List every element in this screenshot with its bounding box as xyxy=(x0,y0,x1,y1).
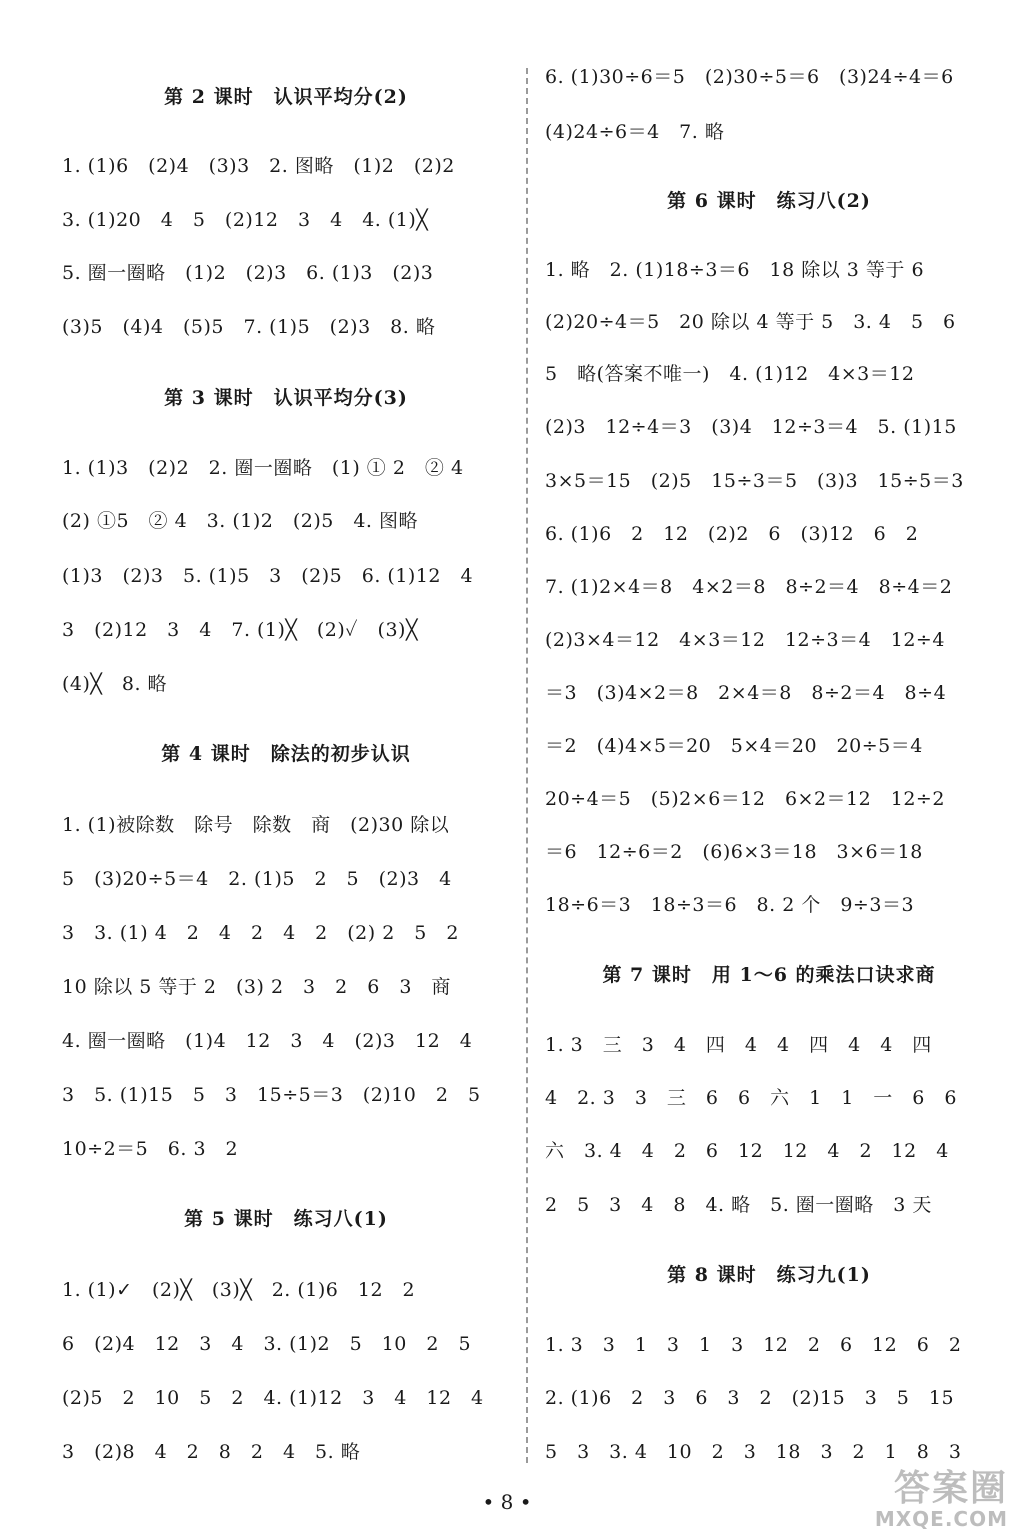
lesson-4-heading: 第 4 课时 除法的初步认识 xyxy=(161,743,411,765)
lesson-4-line-5: 4. 圈一圈略 (1)4 12 3 4 (2)3 12 4 xyxy=(62,1030,473,1052)
lesson-8-line-1: 1. 3 3 1 3 1 3 12 2 6 12 6 2 xyxy=(545,1334,962,1356)
page-number: • 8 • xyxy=(482,1490,532,1514)
lesson-6-line-6: 6. (1)6 2 12 (2)2 6 (3)12 6 2 xyxy=(545,523,919,545)
watermark-line-1: 答案圈 xyxy=(893,1468,1008,1509)
lesson-3-line-5: (4)╳ 8. 略 xyxy=(62,673,168,695)
lesson-2-line-1: 1. (1)6 (2)4 (3)3 2. 图略 (1)2 (2)2 xyxy=(62,155,455,177)
lesson-4-line-6: 3 5. (1)15 5 3 15÷5＝3 (2)10 2 5 xyxy=(62,1084,481,1106)
lesson-2-heading: 第 2 课时 认识平均分(2) xyxy=(164,86,408,108)
lesson-6-line-10: ＝2 (4)4×5＝20 5×4＝20 20÷5＝4 xyxy=(545,735,923,757)
lesson-6-line-3: 5 略(答案不唯一) 4. (1)12 4×3＝12 xyxy=(545,363,915,385)
lesson-6-line-8: (2)3×4＝12 4×3＝12 12÷3＝4 12÷4 xyxy=(545,629,945,651)
lesson-5-line-3: (2)5 2 10 5 2 4. (1)12 3 4 12 4 xyxy=(62,1387,484,1409)
lesson-4-line-2: 5 (3)20÷5＝4 2. (1)5 2 5 (2)3 4 xyxy=(62,868,452,890)
lesson-6-line-11: 20÷4＝5 (5)2×6＝12 6×2＝12 12÷2 xyxy=(545,788,945,810)
lesson-6-line-7: 7. (1)2×4＝8 4×2＝8 8÷2＝4 8÷4＝2 xyxy=(545,576,953,598)
lesson-5-heading: 第 5 课时 练习八(1) xyxy=(184,1208,388,1230)
lesson-5-line-4: 3 (2)8 4 2 8 2 4 5. 略 xyxy=(62,1441,361,1463)
lesson-4-line-3: 3 3. (1) 4 2 4 2 4 2 (2) 2 5 2 xyxy=(62,922,459,944)
lesson-5-line-2: 6 (2)4 12 3 4 3. (1)2 5 10 2 5 xyxy=(62,1333,472,1355)
lesson-5-line-1: 1. (1)✓ (2)╳ (3)╳ 2. (1)6 12 2 xyxy=(62,1279,416,1301)
lesson-3-line-3: (1)3 (2)3 5. (1)5 3 (2)5 6. (1)12 4 xyxy=(62,565,474,587)
lesson-4-line-7: 10÷2＝5 6. 3 2 xyxy=(62,1138,239,1160)
lesson-2-line-3: 5. 圈一圈略 (1)2 (2)3 6. (1)3 (2)3 xyxy=(62,262,434,284)
lesson-6-line-4: (2)3 12÷4＝3 (3)4 12÷3＝4 5. (1)15 xyxy=(545,416,957,438)
lesson-4-line-4: 10 除以 5 等于 2 (3) 2 3 2 6 3 商 xyxy=(62,976,451,998)
lesson-3-line-2: (2) ①5 ② 4 3. (1)2 (2)5 4. 图略 xyxy=(62,510,419,532)
column-divider xyxy=(526,68,528,1463)
lesson-4-line-1: 1. (1)被除数 除号 除数 商 (2)30 除以 xyxy=(62,814,450,836)
lesson-5-cont-line-2: (4)24÷6＝4 7. 略 xyxy=(545,121,725,143)
lesson-7-line-4: 2 5 3 4 8 4. 略 5. 圈一圈略 3 天 xyxy=(545,1194,932,1216)
lesson-6-line-2: (2)20÷4＝5 20 除以 4 等于 5 3. 4 5 6 xyxy=(545,311,956,333)
lesson-7-line-3: 六 3. 4 4 2 6 12 12 4 2 12 4 xyxy=(545,1140,949,1162)
lesson-8-line-3: 5 3 3. 4 10 2 3 18 3 2 1 8 3 xyxy=(545,1441,962,1463)
watermark-logo xyxy=(875,1470,1008,1530)
lesson-6-line-13: 18÷6＝3 18÷3＝6 8. 2 个 9÷3＝3 xyxy=(545,894,915,916)
lesson-5-cont-line-1: 6. (1)30÷6＝5 (2)30÷5＝6 (3)24÷4＝6 xyxy=(545,66,954,88)
lesson-7-line-2: 4 2. 3 3 三 6 6 六 1 1 一 6 6 xyxy=(545,1087,957,1109)
lesson-2-line-4: (3)5 (4)4 (5)5 7. (1)5 (2)3 8. 略 xyxy=(62,316,436,338)
lesson-6-line-1: 1. 略 2. (1)18÷3＝6 18 除以 3 等于 6 xyxy=(545,259,925,281)
lesson-3-heading: 第 3 课时 认识平均分(3) xyxy=(164,387,408,409)
lesson-7-line-1: 1. 3 三 3 4 四 4 4 四 4 4 四 xyxy=(545,1034,932,1056)
lesson-3-line-1: 1. (1)3 (2)2 2. 圈一圈略 (1) ① 2 ② 4 xyxy=(62,457,464,479)
watermark-line-2: MXQE.COM xyxy=(874,1507,1008,1531)
lesson-7-heading: 第 7 课时 用 1～6 的乘法口诀求商 xyxy=(602,964,936,986)
lesson-8-line-2: 2. (1)6 2 3 6 3 2 (2)15 3 5 15 xyxy=(545,1387,955,1409)
lesson-6-line-9: ＝3 (3)4×2＝8 2×4＝8 8÷2＝4 8÷4 xyxy=(545,682,947,704)
lesson-3-line-4: 3 (2)12 3 4 7. (1)╳ (2)✓ (3)╳ xyxy=(62,619,418,641)
lesson-6-line-12: ＝6 12÷6＝2 (6)6×3＝18 3×6＝18 xyxy=(545,841,923,863)
lesson-6-line-5: 3×5＝15 (2)5 15÷3＝5 (3)3 15÷5＝3 xyxy=(545,470,964,492)
lesson-2-line-2: 3. (1)20 4 5 (2)12 3 4 4. (1)╳ xyxy=(62,209,429,231)
lesson-6-heading: 第 6 课时 练习八(2) xyxy=(667,190,871,212)
lesson-8-heading: 第 8 课时 练习九(1) xyxy=(667,1264,871,1286)
